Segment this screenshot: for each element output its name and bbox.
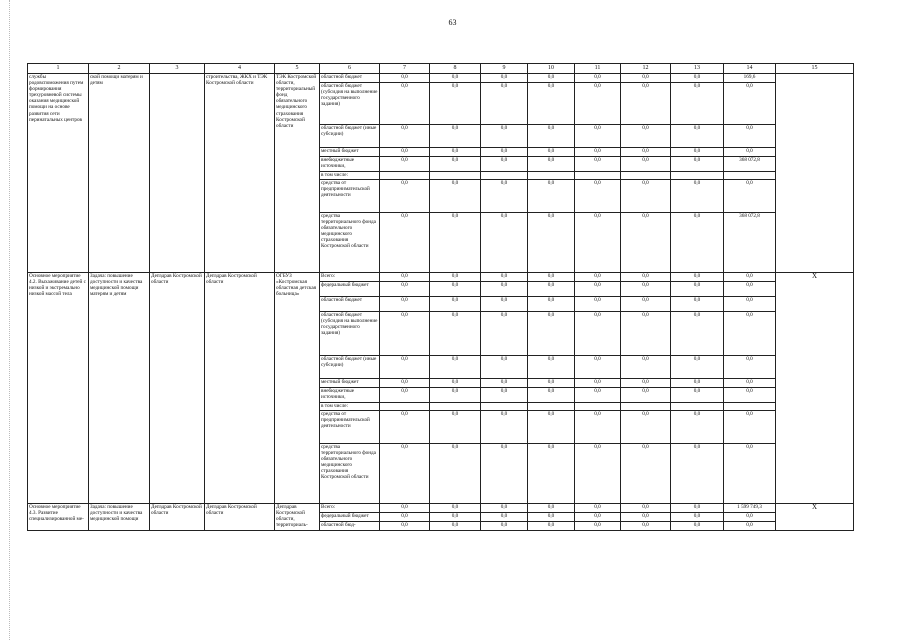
cell-col-2: Задача: повышение доступности и качества медицинской помощи матерям и детям xyxy=(89,273,150,504)
column-header: 6 xyxy=(320,64,380,74)
value-cell: 0,0 xyxy=(481,213,528,273)
table-row xyxy=(28,504,854,513)
value-cell: 0,0 xyxy=(481,522,528,531)
value-cell: 0,0 xyxy=(724,444,776,504)
column-header: 14 xyxy=(724,64,776,74)
value-cell: 0,0 xyxy=(380,312,430,356)
funding-source-label: областной бюд- xyxy=(320,522,380,531)
value-cell xyxy=(481,403,528,411)
value-cell: 0,0 xyxy=(528,297,575,312)
header-row xyxy=(28,64,854,74)
value-cell: 0,0 xyxy=(481,125,528,148)
value-cell: 0,0 xyxy=(575,213,621,273)
value-cell xyxy=(621,172,671,180)
value-cell: 0,0 xyxy=(430,522,481,531)
value-cell: 0,0 xyxy=(430,74,481,83)
funding-source-label: областной бюджет (субсидия на выполнение государственного задания) xyxy=(320,83,380,125)
value-cell: 0,0 xyxy=(671,356,724,379)
value-cell xyxy=(430,172,481,180)
value-cell: 0,0 xyxy=(380,513,430,522)
value-cell: 0,0 xyxy=(430,125,481,148)
value-cell: 0,0 xyxy=(575,513,621,522)
column-header: 11 xyxy=(575,64,621,74)
value-cell: 0,0 xyxy=(724,522,776,531)
value-cell: 0,0 xyxy=(575,125,621,148)
value-cell: 0,0 xyxy=(528,513,575,522)
value-cell: 0,0 xyxy=(430,379,481,388)
value-cell: 0,0 xyxy=(528,157,575,172)
value-cell: 0,0 xyxy=(621,379,671,388)
value-cell: 0,0 xyxy=(481,379,528,388)
value-cell xyxy=(575,172,621,180)
funding-source-label: областной бюджет xyxy=(320,74,380,83)
value-cell: 0,0 xyxy=(621,411,671,444)
value-cell: 0,0 xyxy=(380,297,430,312)
value-cell: 0,0 xyxy=(671,504,724,513)
financing-table xyxy=(27,63,854,531)
value-cell: 0,0 xyxy=(575,180,621,213)
value-cell: 0,0 xyxy=(724,148,776,157)
value-cell xyxy=(671,172,724,180)
value-cell: 0,0 xyxy=(528,444,575,504)
cell-col-2: ской помощи матерям и детям xyxy=(89,74,150,273)
funding-source-label: средства территориального фонда обязательного медицинского страхования Костромской области xyxy=(320,213,380,273)
value-cell: 0,0 xyxy=(380,180,430,213)
value-cell: 169,6 xyxy=(724,74,776,83)
value-cell: 0,0 xyxy=(621,157,671,172)
cell-col-5: Депздрав Костромской области, территориаль- xyxy=(275,504,320,531)
value-cell: 0,0 xyxy=(671,74,724,83)
value-cell: 0,0 xyxy=(481,180,528,213)
value-cell: 0,0 xyxy=(671,148,724,157)
value-cell: 0,0 xyxy=(621,513,671,522)
value-cell: 0,0 xyxy=(621,83,671,125)
value-cell: 0,0 xyxy=(671,312,724,356)
value-cell: 0,0 xyxy=(528,356,575,379)
funding-source-label: местный бюджет xyxy=(320,379,380,388)
value-cell: 0,0 xyxy=(430,282,481,297)
value-cell xyxy=(575,403,621,411)
value-cell: 0,0 xyxy=(621,148,671,157)
cell-col-4: Депздрав Костромской области xyxy=(205,273,275,504)
column-header: 13 xyxy=(671,64,724,74)
value-cell: 0,0 xyxy=(380,444,430,504)
value-cell: 0,0 xyxy=(528,180,575,213)
value-cell: 0,0 xyxy=(380,148,430,157)
funding-source-label: областной бюджет (иные субсидии) xyxy=(320,125,380,148)
funding-source-label: внебюджетные источники, xyxy=(320,157,380,172)
column-header: 3 xyxy=(150,64,205,74)
column-header: 4 xyxy=(205,64,275,74)
funding-source-label: федеральный бюджет xyxy=(320,513,380,522)
value-cell: 0,0 xyxy=(380,388,430,403)
funding-source-label: местный бюджет xyxy=(320,148,380,157)
funding-source-label: областной бюджет (иные субсидии) xyxy=(320,356,380,379)
value-cell: 0,0 xyxy=(481,444,528,504)
value-cell: 0,0 xyxy=(575,312,621,356)
value-cell: 0,0 xyxy=(621,312,671,356)
value-cell: 0,0 xyxy=(575,379,621,388)
value-cell: 1 599 749,3 xyxy=(724,504,776,513)
cell-col-3: Депздрав Костромской области xyxy=(150,504,205,531)
value-cell: 0,0 xyxy=(528,504,575,513)
value-cell: 0,0 xyxy=(430,297,481,312)
value-cell: 0,0 xyxy=(724,125,776,148)
value-cell: 0,0 xyxy=(575,74,621,83)
value-cell: 368 072,8 xyxy=(724,213,776,273)
funding-source-label: областной бюджет xyxy=(320,297,380,312)
value-cell: 0,0 xyxy=(671,388,724,403)
funding-source-label: в том числе: xyxy=(320,403,380,411)
value-cell: 0,0 xyxy=(430,273,481,282)
cell-col-2: Задача: повышение доступности и качества медицинской помощи xyxy=(89,504,150,531)
value-cell: 0,0 xyxy=(621,213,671,273)
cell-col-15: X xyxy=(776,504,854,531)
value-cell: 0,0 xyxy=(430,356,481,379)
value-cell: 0,0 xyxy=(528,213,575,273)
funding-source-label: областной бюджет (субсидия на выполнение государственного задания) xyxy=(320,312,380,356)
value-cell: 0,0 xyxy=(380,273,430,282)
value-cell xyxy=(380,172,430,180)
value-cell: 0,0 xyxy=(724,379,776,388)
value-cell: 0,0 xyxy=(481,297,528,312)
value-cell: 0,0 xyxy=(528,83,575,125)
value-cell: 0,0 xyxy=(528,148,575,157)
value-cell: 0,0 xyxy=(671,213,724,273)
value-cell: 0,0 xyxy=(380,282,430,297)
cell-col-15: X xyxy=(776,273,854,504)
value-cell: 0,0 xyxy=(621,125,671,148)
funding-source-label: Всего: xyxy=(320,273,380,282)
value-cell: 0,0 xyxy=(380,356,430,379)
value-cell: 0,0 xyxy=(621,504,671,513)
funding-source-label: федеральный бюджет xyxy=(320,282,380,297)
value-cell: 0,0 xyxy=(528,125,575,148)
value-cell: 0,0 xyxy=(621,180,671,213)
value-cell: 0,0 xyxy=(621,273,671,282)
value-cell: 0,0 xyxy=(724,312,776,356)
value-cell: 368 072,8 xyxy=(724,157,776,172)
value-cell: 0,0 xyxy=(430,411,481,444)
cell-col-1: Основное мероприятие 4.2. Выхаживание детей с низкой и экстремально низкой массой тела xyxy=(28,273,89,504)
value-cell xyxy=(724,172,776,180)
value-cell: 0,0 xyxy=(528,312,575,356)
value-cell: 0,0 xyxy=(528,411,575,444)
value-cell: 0,0 xyxy=(724,273,776,282)
value-cell xyxy=(671,403,724,411)
value-cell xyxy=(481,172,528,180)
value-cell xyxy=(621,403,671,411)
table-row xyxy=(28,273,854,282)
value-cell: 0,0 xyxy=(724,180,776,213)
value-cell: 0,0 xyxy=(380,83,430,125)
cell-col-4: строительства, ЖКХ и ТЭК Костромской области xyxy=(205,74,275,273)
column-header: 1 xyxy=(28,64,89,74)
column-header: 7 xyxy=(380,64,430,74)
value-cell: 0,0 xyxy=(481,148,528,157)
funding-source-label: в том числе: xyxy=(320,172,380,180)
column-header: 12 xyxy=(621,64,671,74)
value-cell: 0,0 xyxy=(621,356,671,379)
value-cell xyxy=(724,403,776,411)
value-cell: 0,0 xyxy=(430,83,481,125)
cell-col-1: службы родовспоможения путем формирования трехуровневой системы оказания медицинской помощи на основе развития сети перинатальных центров xyxy=(28,74,89,273)
value-cell: 0,0 xyxy=(575,157,621,172)
value-cell: 0,0 xyxy=(380,213,430,273)
value-cell: 0,0 xyxy=(430,388,481,403)
value-cell: 0,0 xyxy=(575,273,621,282)
value-cell: 0,0 xyxy=(575,356,621,379)
value-cell: 0,0 xyxy=(481,83,528,125)
value-cell: 0,0 xyxy=(621,444,671,504)
cell-col-1: Основное мероприятие 4.3. Развитие специализированной ме- xyxy=(28,504,89,531)
value-cell: 0,0 xyxy=(575,297,621,312)
value-cell: 0,0 xyxy=(724,388,776,403)
value-cell: 0,0 xyxy=(575,504,621,513)
page-number: 63 xyxy=(448,18,457,27)
cell-col-3 xyxy=(150,74,205,273)
cell-col-15 xyxy=(776,74,854,273)
column-header: 10 xyxy=(528,64,575,74)
value-cell: 0,0 xyxy=(430,312,481,356)
value-cell: 0,0 xyxy=(430,148,481,157)
value-cell: 0,0 xyxy=(528,388,575,403)
value-cell: 0,0 xyxy=(380,125,430,148)
value-cell: 0,0 xyxy=(528,522,575,531)
value-cell: 0,0 xyxy=(724,282,776,297)
value-cell: 0,0 xyxy=(575,522,621,531)
value-cell: 0,0 xyxy=(671,83,724,125)
value-cell: 0,0 xyxy=(671,411,724,444)
cell-col-4: Депздрав Костромской области xyxy=(205,504,275,531)
value-cell: 0,0 xyxy=(621,74,671,83)
value-cell xyxy=(430,403,481,411)
scan-edge-line xyxy=(9,0,10,640)
value-cell: 0,0 xyxy=(671,513,724,522)
value-cell: 0,0 xyxy=(621,522,671,531)
value-cell: 0,0 xyxy=(528,273,575,282)
value-cell: 0,0 xyxy=(430,504,481,513)
cell-col-5: ОГБУЗ «Костромская областная детская больница» xyxy=(275,273,320,504)
cell-col-3: Депздрав Костромской области xyxy=(150,273,205,504)
value-cell: 0,0 xyxy=(481,411,528,444)
value-cell: 0,0 xyxy=(528,74,575,83)
value-cell: 0,0 xyxy=(671,157,724,172)
value-cell: 0,0 xyxy=(430,157,481,172)
funding-source-label: Всего: xyxy=(320,504,380,513)
value-cell xyxy=(380,403,430,411)
cell-col-5: ТЭК Костромской области, территориальный фонд обязательного медицинского страхования Костромской области xyxy=(275,74,320,273)
value-cell: 0,0 xyxy=(621,388,671,403)
funding-source-label: средства от предпринимательской деятельности xyxy=(320,180,380,213)
value-cell: 0,0 xyxy=(671,297,724,312)
value-cell: 0,0 xyxy=(724,411,776,444)
value-cell xyxy=(528,403,575,411)
value-cell: 0,0 xyxy=(671,180,724,213)
value-cell: 0,0 xyxy=(575,411,621,444)
funding-source-label: средства территориального фонда обязательного медицинского страхования Костромской области xyxy=(320,444,380,504)
value-cell: 0,0 xyxy=(481,157,528,172)
value-cell: 0,0 xyxy=(380,379,430,388)
column-header: 2 xyxy=(89,64,150,74)
value-cell: 0,0 xyxy=(481,356,528,379)
value-cell: 0,0 xyxy=(724,83,776,125)
value-cell: 0,0 xyxy=(671,273,724,282)
value-cell: 0,0 xyxy=(481,504,528,513)
value-cell: 0,0 xyxy=(671,282,724,297)
column-header: 8 xyxy=(430,64,481,74)
value-cell: 0,0 xyxy=(575,282,621,297)
funding-source-label: внебюджетные источники, xyxy=(320,388,380,403)
value-cell: 0,0 xyxy=(575,83,621,125)
value-cell: 0,0 xyxy=(575,148,621,157)
value-cell: 0,0 xyxy=(528,379,575,388)
value-cell: 0,0 xyxy=(671,125,724,148)
value-cell: 0,0 xyxy=(380,411,430,444)
value-cell: 0,0 xyxy=(430,513,481,522)
funding-source-label: средства от предпринимательской деятельности xyxy=(320,411,380,444)
value-cell xyxy=(528,172,575,180)
value-cell: 0,0 xyxy=(430,444,481,504)
value-cell: 0,0 xyxy=(724,297,776,312)
value-cell: 0,0 xyxy=(671,444,724,504)
value-cell: 0,0 xyxy=(481,388,528,403)
value-cell: 0,0 xyxy=(380,504,430,513)
value-cell: 0,0 xyxy=(575,388,621,403)
value-cell: 0,0 xyxy=(724,356,776,379)
value-cell: 0,0 xyxy=(380,522,430,531)
value-cell: 0,0 xyxy=(621,297,671,312)
value-cell: 0,0 xyxy=(481,74,528,83)
value-cell: 0,0 xyxy=(430,180,481,213)
value-cell: 0,0 xyxy=(528,282,575,297)
column-header: 15 xyxy=(776,64,854,74)
column-header: 9 xyxy=(481,64,528,74)
value-cell: 0,0 xyxy=(724,513,776,522)
value-cell: 0,0 xyxy=(575,444,621,504)
value-cell: 0,0 xyxy=(621,282,671,297)
value-cell: 0,0 xyxy=(481,312,528,356)
value-cell: 0,0 xyxy=(430,213,481,273)
value-cell: 0,0 xyxy=(380,157,430,172)
value-cell: 0,0 xyxy=(671,522,724,531)
table-row xyxy=(28,74,854,83)
value-cell: 0,0 xyxy=(481,513,528,522)
column-header: 5 xyxy=(275,64,320,74)
value-cell: 0,0 xyxy=(481,282,528,297)
value-cell: 0,0 xyxy=(380,74,430,83)
value-cell: 0,0 xyxy=(671,379,724,388)
value-cell: 0,0 xyxy=(481,273,528,282)
